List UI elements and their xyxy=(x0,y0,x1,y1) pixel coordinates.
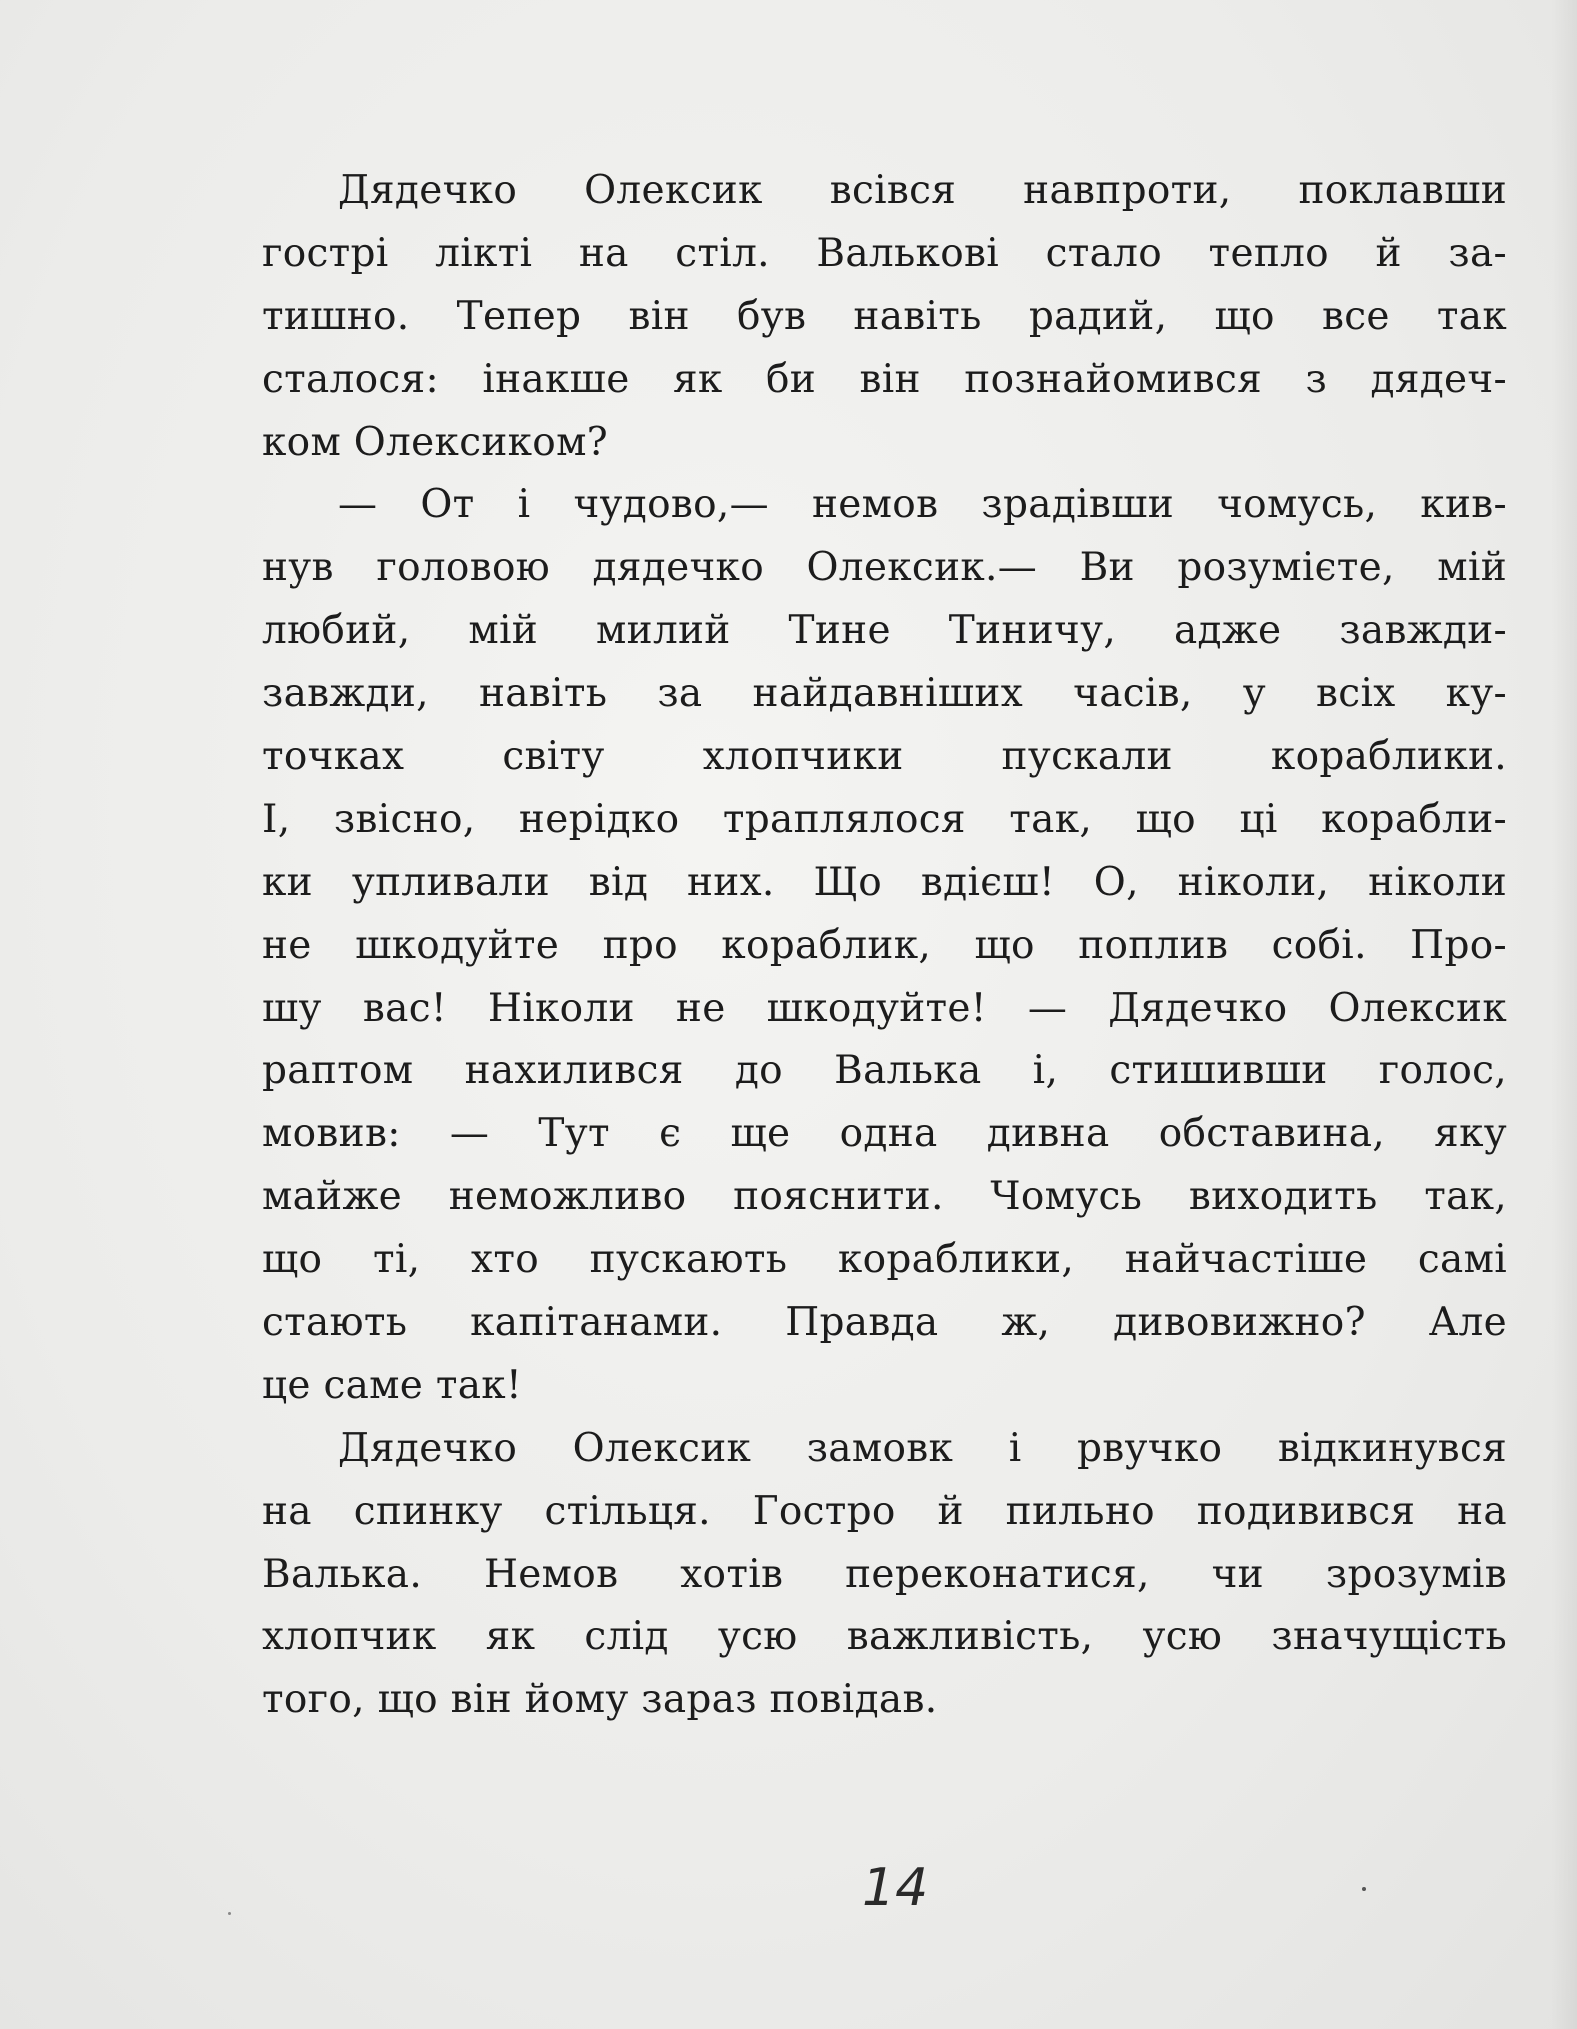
dust-speck xyxy=(1362,1887,1366,1891)
dust-speck xyxy=(228,1912,231,1915)
text-line: сталося: інакше як би він познайомився з дядеч- xyxy=(262,356,1507,402)
text-line: того, що він йому зараз повідав. xyxy=(262,1677,938,1723)
paragraph-1 xyxy=(262,160,1507,474)
text-line: це саме так! xyxy=(262,1362,522,1408)
text-line: гострі лікті на стіл. Валькові стало тепло й за- xyxy=(262,230,1507,276)
text-line: точках світу хлопчики пускали кораблики. xyxy=(262,734,1507,780)
text-line: майже неможливо пояснити. Чомусь виходить так, xyxy=(262,1174,1507,1220)
page-edge-shadow xyxy=(1551,0,1577,2029)
text-line: на спинку стільця. Гостро й пильно подивився на xyxy=(262,1488,1507,1534)
paragraph-2 xyxy=(262,474,1507,1417)
text-line: — От і чудово,— немов зрадівши чомусь, кив- xyxy=(338,482,1507,528)
page-number: 14 xyxy=(862,1858,929,1918)
text-line: тишно. Тепер він був навіть радий, що все так xyxy=(262,293,1507,339)
text-line: мовив: — Тут є ще одна дивна обставина, яку xyxy=(262,1111,1507,1157)
text-line: ком Олексиком? xyxy=(262,419,608,465)
text-line: раптом нахилився до Валька і, стишивши голос, xyxy=(262,1048,1507,1094)
text-line: стають капітанами. Правда ж, дивовижно? Але xyxy=(262,1300,1507,1346)
text-line: І, звісно, нерідко траплялося так, що ці корабли- xyxy=(262,796,1507,842)
text-line: завжди, навіть за найдавніших часів, у всіх ку- xyxy=(262,671,1507,717)
text-block xyxy=(262,160,1507,1732)
text-line: шу вас! Ніколи не шкодуйте! — Дядечко Олексик xyxy=(262,985,1507,1031)
paragraph-3 xyxy=(262,1418,1507,1732)
text-line: нув головою дядечко Олексик.— Ви розумієте, мій xyxy=(262,545,1507,591)
text-line: не шкодуйте про кораблик, що поплив собі. Про- xyxy=(262,922,1507,968)
text-line: любий, мій милий Тине Тиничу, адже завжди- xyxy=(262,608,1507,654)
text-line: ки упливали від них. Що вдієш! О, ніколи, ніколи xyxy=(262,859,1507,905)
text-line: Валька. Немов хотів переконатися, чи зрозумів xyxy=(262,1551,1507,1597)
text-line: Дядечко Олексик замовк і рвучко відкинувся xyxy=(338,1425,1507,1471)
text-line: Дядечко Олексик всівся навпроти, поклавши xyxy=(338,168,1507,213)
text-line: хлопчик як слід усю важливість, усю значущість xyxy=(262,1614,1507,1660)
text-line: що ті, хто пускають кораблики, найчастіше самі xyxy=(262,1237,1507,1283)
